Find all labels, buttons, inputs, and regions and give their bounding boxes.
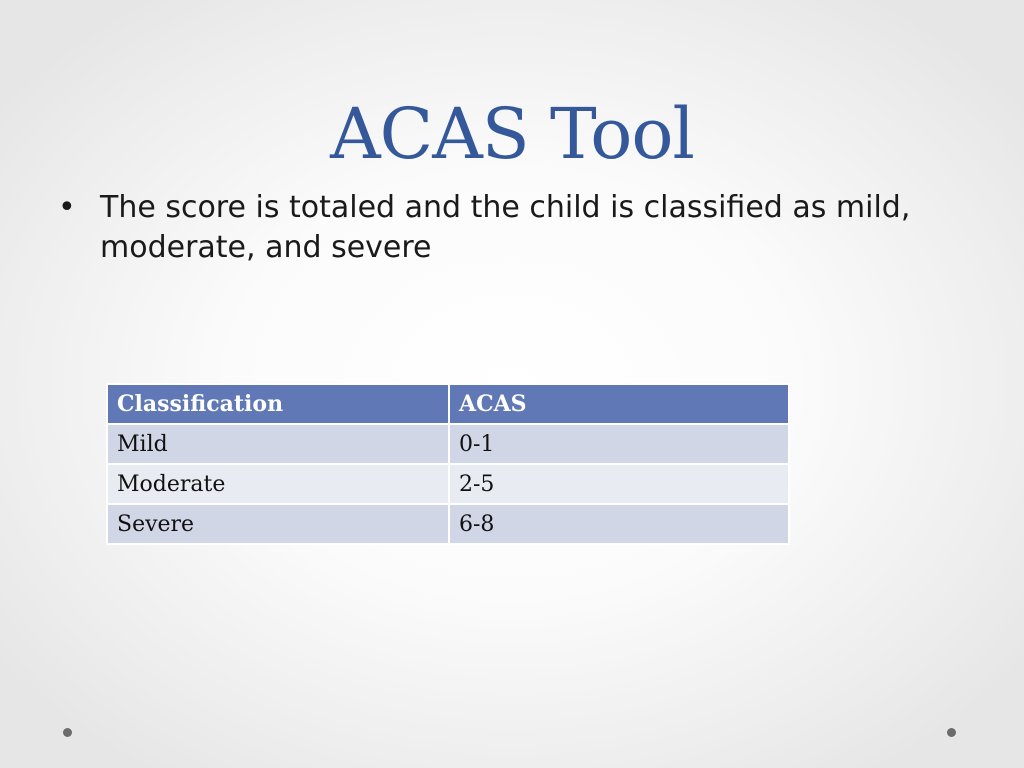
table-header-row xyxy=(107,384,789,424)
header-classification: Classification xyxy=(107,384,449,424)
bullet-marker: • xyxy=(58,190,76,225)
table-cell-classification: Moderate xyxy=(107,464,449,504)
table-cell-acas: 0-1 xyxy=(449,424,789,464)
table-cell-acas: 6-8 xyxy=(449,504,789,544)
table-cell-classification: Mild xyxy=(107,424,449,464)
table-row xyxy=(107,464,789,504)
slide-title: ACAS Tool xyxy=(330,93,694,175)
header-acas: ACAS xyxy=(449,384,789,424)
bullet-text: The score is totaled and the child is classified as mild, moderate, and severe xyxy=(100,190,911,265)
table-row xyxy=(107,504,789,544)
corner-decoration-dot-left xyxy=(63,728,72,737)
table-row xyxy=(107,424,789,464)
corner-decoration-dot-right xyxy=(947,728,956,737)
classification-table xyxy=(106,383,790,545)
table-cell-classification: Severe xyxy=(107,504,449,544)
table-cell-acas: 2-5 xyxy=(449,464,789,504)
